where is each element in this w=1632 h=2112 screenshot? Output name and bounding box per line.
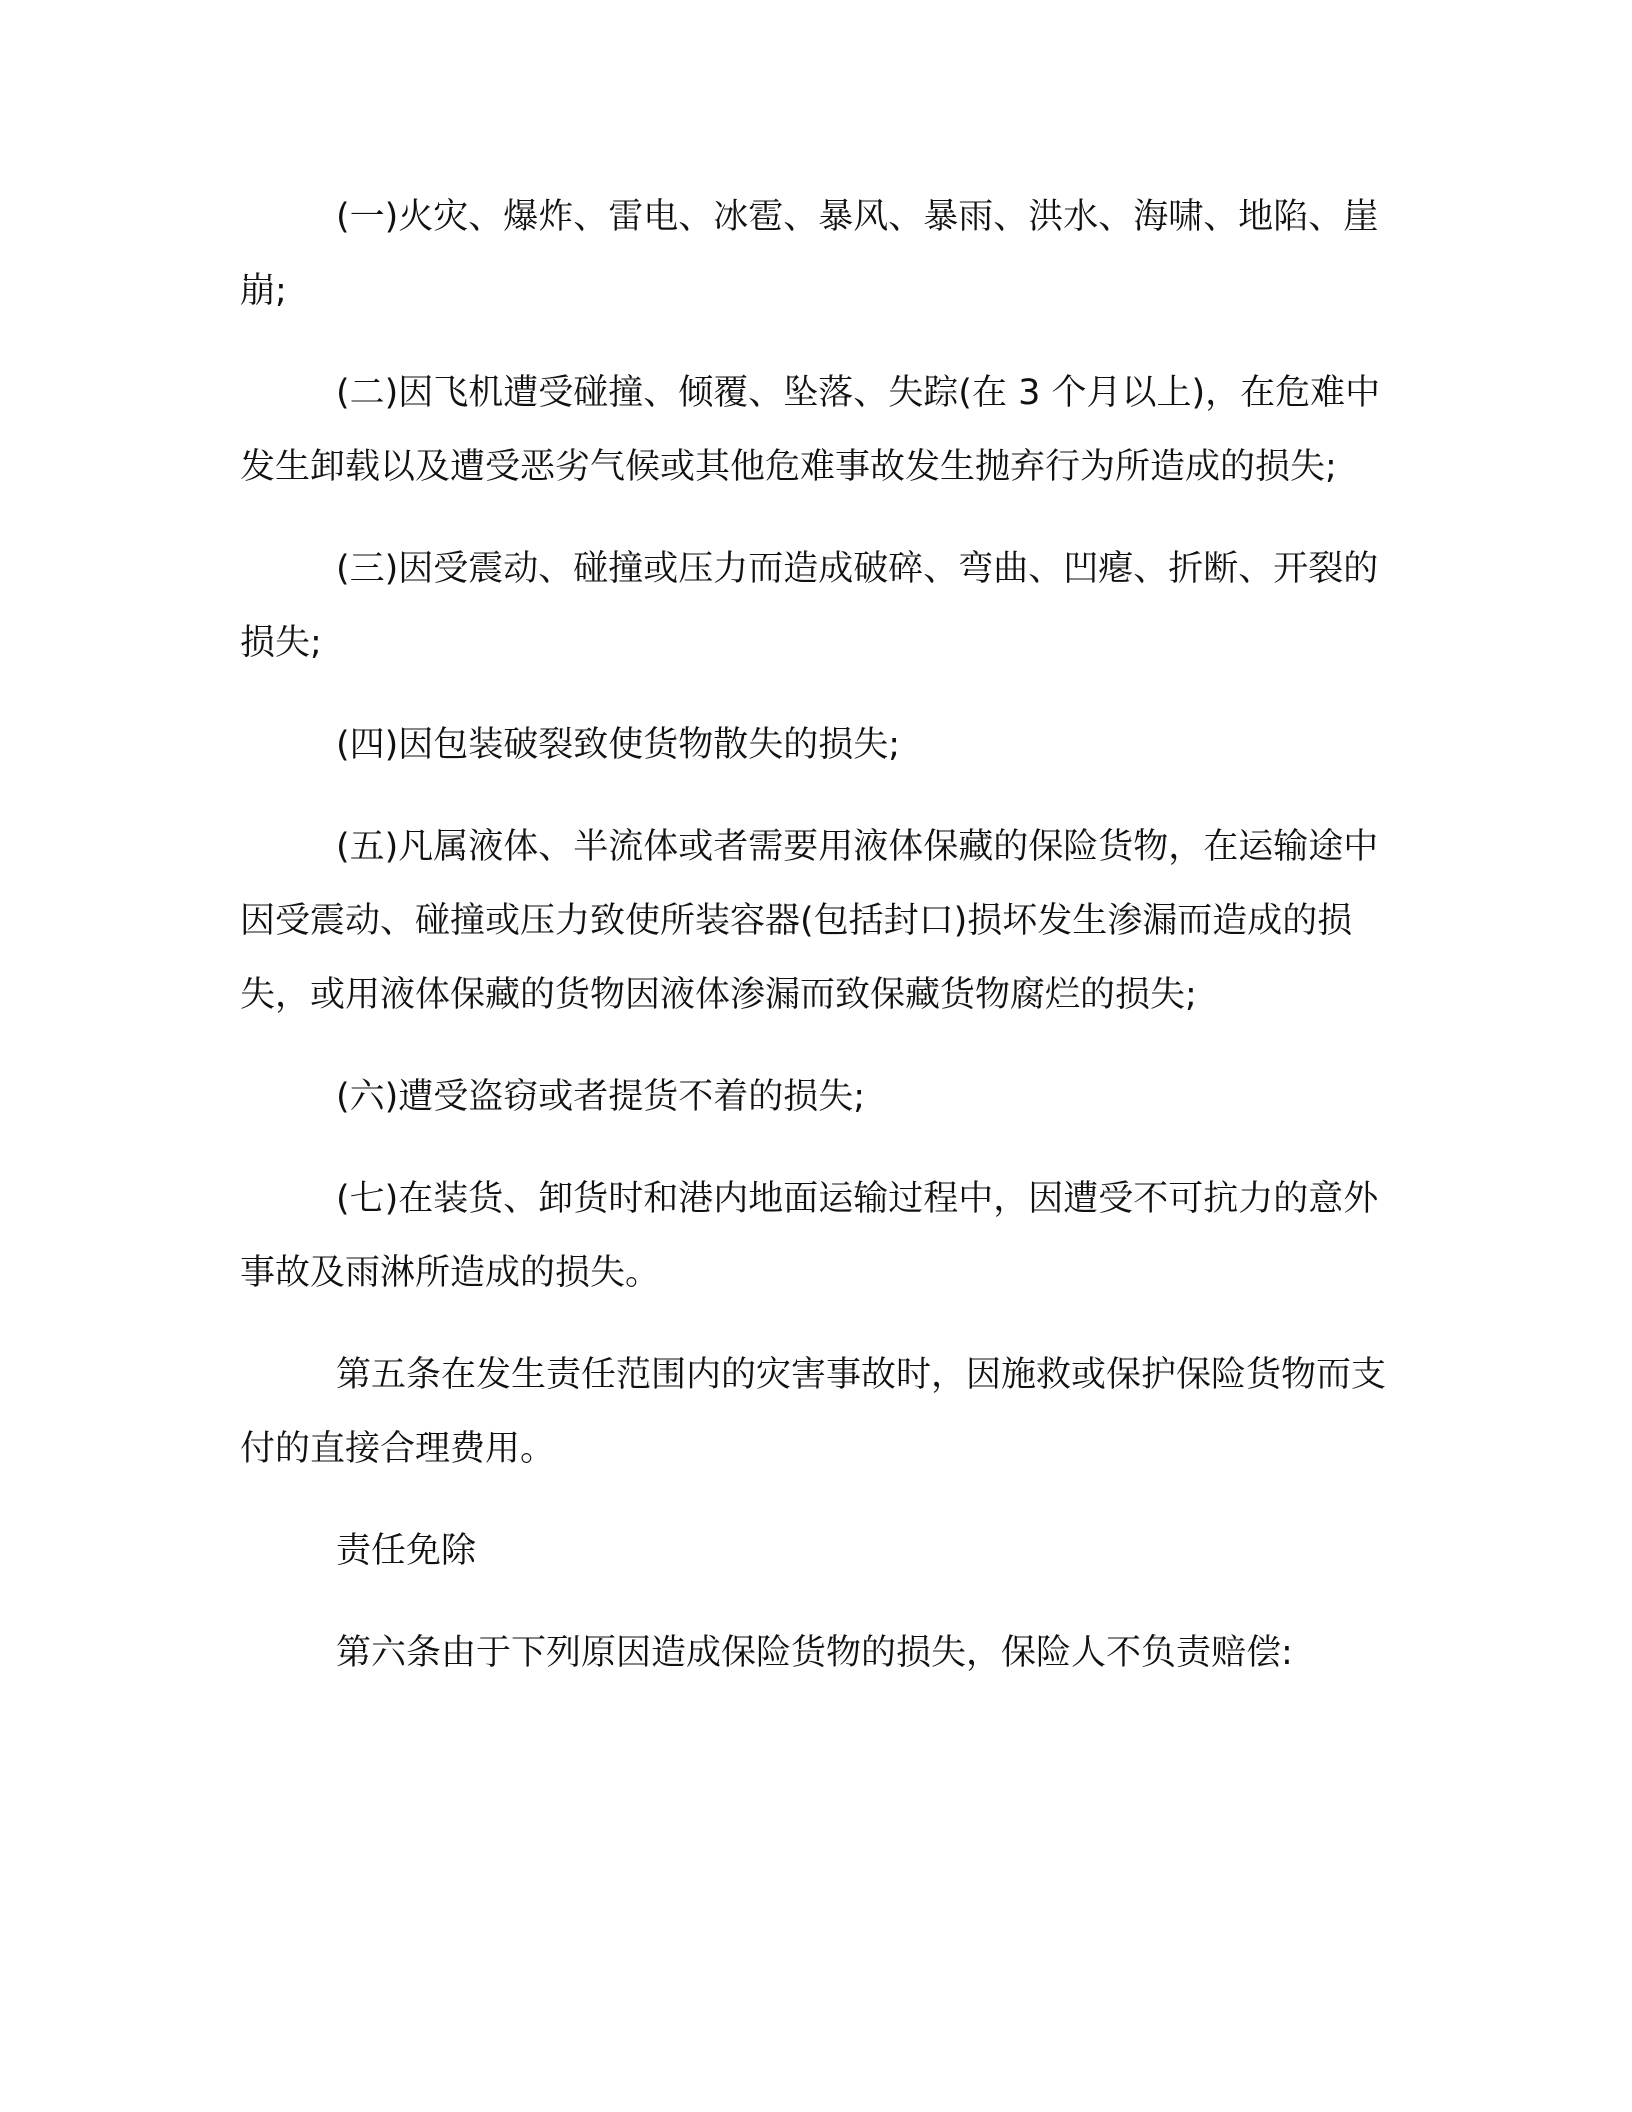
clause-item-2: (二)因飞机遭受碰撞、倾覆、坠落、失踪(在 3 个月以上)，在危难中发生卸载以及遭受恶劣气候或其他危难事故发生抛弃行为所造成的损失; (240, 373, 1381, 487)
clause-item-5: (五)凡属液体、半流体或者需要用液体保藏的保险货物，在运输途中因受震动、碰撞或压力致使所装容器(包括封口)损坏发生渗漏而造成的损失，或用液体保藏的货物因液体渗漏而致保藏货物腐烂的损失; (240, 827, 1379, 1015)
clause-item-4: (四)因包装破裂致使货物散失的损失; (336, 725, 901, 765)
section-heading-exclusions: 责任免除 (336, 1531, 477, 1571)
clause-item-7: (七)在装货、卸货时和港内地面运输过程中，因遭受不可抗力的意外事故及雨淋所造成的损失。 (240, 1179, 1379, 1293)
clause-item-1: (一)火灾、爆炸、雷电、冰雹、暴风、暴雨、洪水、海啸、地陷、崖崩; (240, 197, 1379, 311)
article-six: 第六条由于下列原因造成保险货物的损失，保险人不负责赔偿: (336, 1633, 1293, 1673)
clause-item-6: (六)遭受盗窃或者提货不着的损失; (336, 1077, 866, 1117)
clause-item-3: (三)因受震动、碰撞或压力而造成破碎、弯曲、凹瘪、折断、开裂的损失; (240, 549, 1379, 663)
document-body (240, 180, 1390, 1718)
article-five: 第五条在发生责任范围内的灾害事故时，因施救或保护保险货物而支付的直接合理费用。 (240, 1355, 1387, 1469)
